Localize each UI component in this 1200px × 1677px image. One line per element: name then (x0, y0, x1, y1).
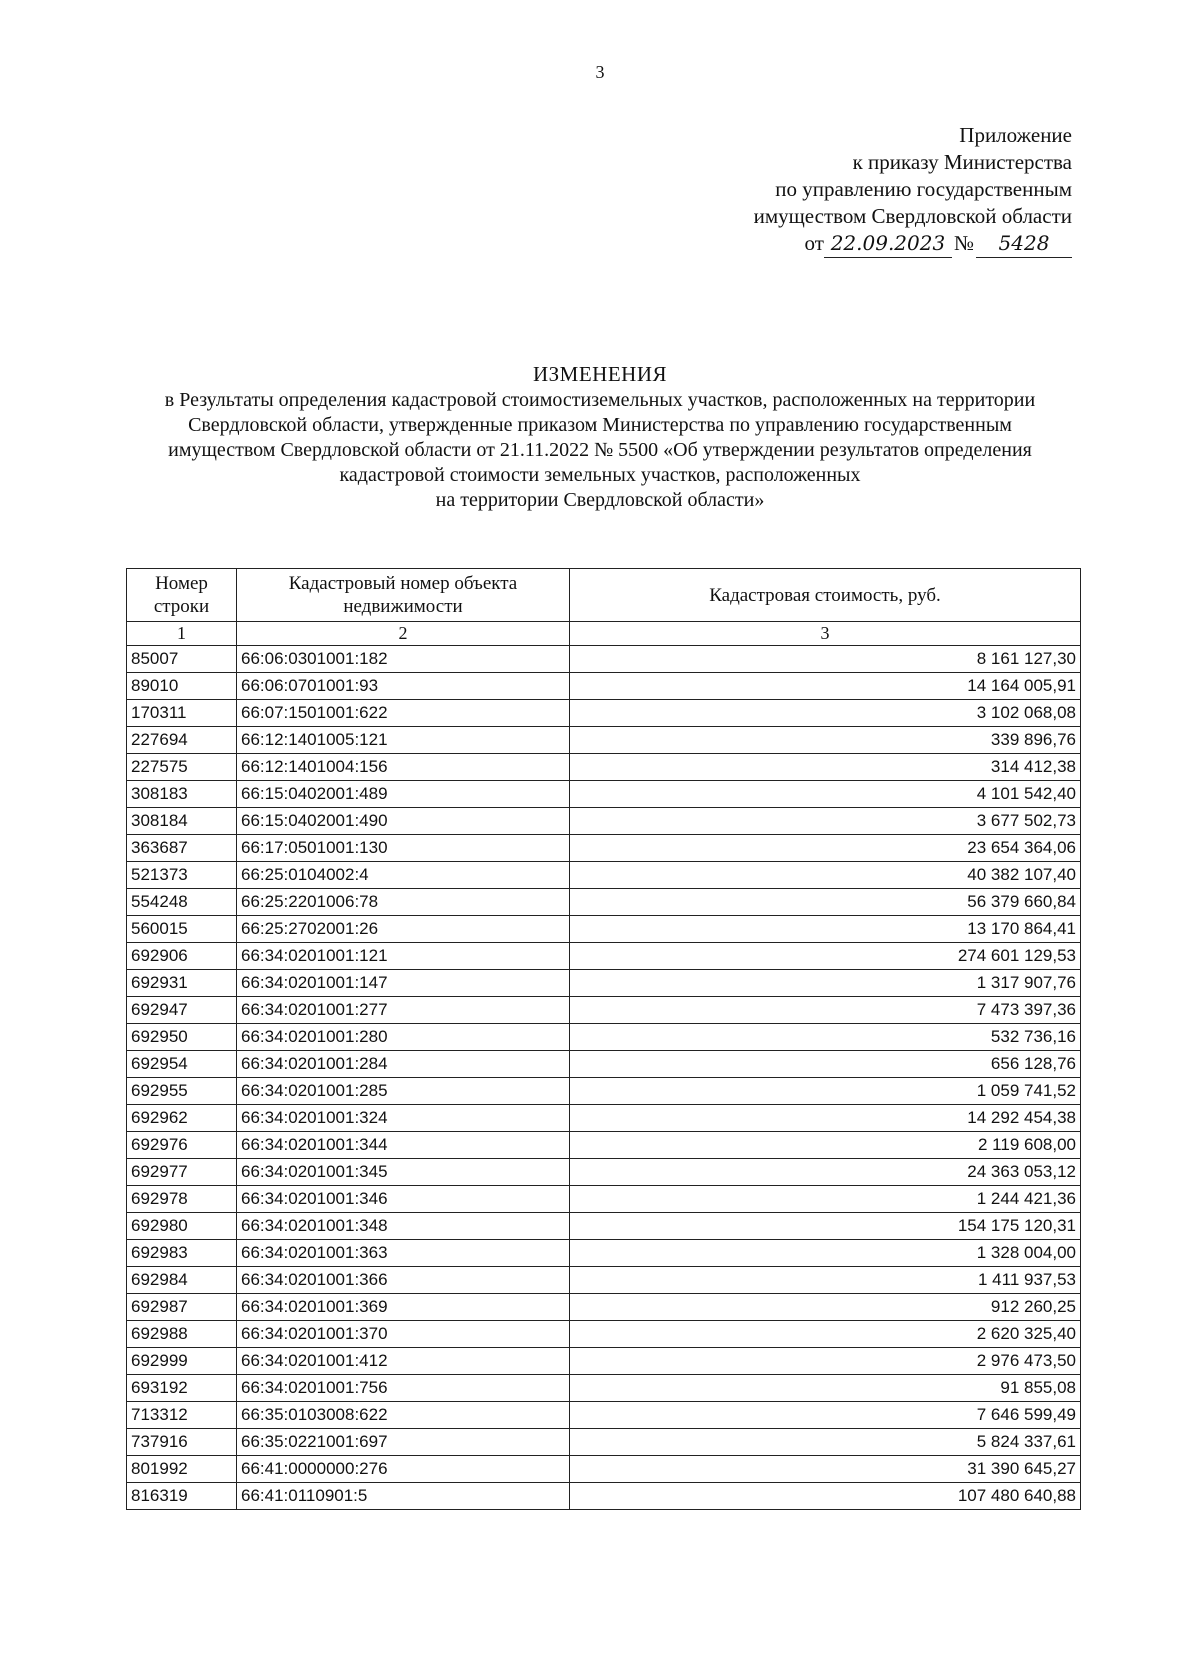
row-number-cell: 713312 (127, 1402, 237, 1429)
cadastral-number-cell: 66:34:0201001:346 (237, 1186, 570, 1213)
table-row (127, 646, 1081, 673)
cadastral-number-cell: 66:34:0201001:280 (237, 1024, 570, 1051)
row-number-cell: 170311 (127, 700, 237, 727)
table-row (127, 1375, 1081, 1402)
table-row (127, 781, 1081, 808)
cadastral-value-cell: 656 128,76 (570, 1051, 1081, 1078)
table-row (127, 673, 1081, 700)
row-number-cell: 227694 (127, 727, 237, 754)
row-number-cell: 692976 (127, 1132, 237, 1159)
cadastral-value-cell: 532 736,16 (570, 1024, 1081, 1051)
row-number-cell: 692983 (127, 1240, 237, 1267)
cadastral-value-cell: 2 620 325,40 (570, 1321, 1081, 1348)
cadastral-value-cell: 14 164 005,91 (570, 673, 1081, 700)
row-number-cell: 692947 (127, 997, 237, 1024)
order-reference (754, 230, 1072, 258)
cadastral-value-cell: 274 601 129,53 (570, 943, 1081, 970)
cadastral-value-cell: 1 317 907,76 (570, 970, 1081, 997)
table-row (127, 1078, 1081, 1105)
row-number-cell: 692962 (127, 1105, 237, 1132)
cadastral-value-cell: 23 654 364,06 (570, 835, 1081, 862)
order-prefix: от (804, 231, 824, 255)
row-number-cell: 692906 (127, 943, 237, 970)
cadastral-value-cell: 2 119 608,00 (570, 1132, 1081, 1159)
cadastral-number-cell: 66:34:0201001:369 (237, 1294, 570, 1321)
row-number-cell: 363687 (127, 835, 237, 862)
cadastral-value-cell: 154 175 120,31 (570, 1213, 1081, 1240)
table-row (127, 1429, 1081, 1456)
document-subtitle (120, 388, 1080, 513)
table-row (127, 1213, 1081, 1240)
subtitle-line: имуществом Свердловской области от 21.11.2022 № 5500 «Об утверждении результатов определения (168, 439, 1032, 461)
cadastral-value-table (126, 568, 1081, 1510)
table-row (127, 1132, 1081, 1159)
table-row (127, 754, 1081, 781)
appendix-line: Приложение (959, 123, 1072, 147)
table-row (127, 1402, 1081, 1429)
column-number: 2 (237, 622, 570, 646)
cadastral-value-cell: 3 102 068,08 (570, 700, 1081, 727)
cadastral-value-cell: 7 473 397,36 (570, 997, 1081, 1024)
table-row (127, 1267, 1081, 1294)
row-number-cell: 692980 (127, 1213, 237, 1240)
cadastral-value-cell: 3 677 502,73 (570, 808, 1081, 835)
row-number-cell: 737916 (127, 1429, 237, 1456)
header-cadastral-value: Кадастровая стоимость, руб. (570, 569, 1081, 622)
cadastral-number-cell: 66:34:0201001:277 (237, 997, 570, 1024)
table-row (127, 1456, 1081, 1483)
cadastral-number-cell: 66:41:0110901:5 (237, 1483, 570, 1510)
table-row (127, 1024, 1081, 1051)
cadastral-number-cell: 66:12:1401004:156 (237, 754, 570, 781)
cadastral-number-cell: 66:07:1501001:622 (237, 700, 570, 727)
row-number-cell: 692955 (127, 1078, 237, 1105)
row-number-cell: 801992 (127, 1456, 237, 1483)
cadastral-value-cell: 7 646 599,49 (570, 1402, 1081, 1429)
cadastral-number-cell: 66:34:0201001:370 (237, 1321, 570, 1348)
table-row (127, 943, 1081, 970)
cadastral-value-cell: 912 260,25 (570, 1294, 1081, 1321)
table-row (127, 1240, 1081, 1267)
table-row (127, 700, 1081, 727)
cadastral-value-cell: 314 412,38 (570, 754, 1081, 781)
row-number-cell: 693192 (127, 1375, 237, 1402)
table-row (127, 1483, 1081, 1510)
table-row (127, 970, 1081, 997)
cadastral-number-cell: 66:34:0201001:756 (237, 1375, 570, 1402)
row-number-cell: 227575 (127, 754, 237, 781)
table-row (127, 808, 1081, 835)
appendix-block (754, 122, 1072, 258)
cadastral-value-cell: 107 480 640,88 (570, 1483, 1081, 1510)
column-number: 3 (570, 622, 1081, 646)
column-number-row (127, 622, 1081, 646)
cadastral-number-cell: 66:34:0201001:412 (237, 1348, 570, 1375)
table-row (127, 1321, 1081, 1348)
table-row (127, 1105, 1081, 1132)
row-number-cell: 308183 (127, 781, 237, 808)
row-number-cell: 692978 (127, 1186, 237, 1213)
cadastral-value-cell: 1 411 937,53 (570, 1267, 1081, 1294)
row-number-cell: 692999 (127, 1348, 237, 1375)
cadastral-number-cell: 66:06:0701001:93 (237, 673, 570, 700)
document-title: ИЗМЕНЕНИЯ (532, 362, 668, 386)
appendix-line: по управлению государственным (775, 177, 1072, 201)
cadastral-value-cell: 339 896,76 (570, 727, 1081, 754)
table-row (127, 1159, 1081, 1186)
table-row (127, 1051, 1081, 1078)
cadastral-value-cell: 56 379 660,84 (570, 889, 1081, 916)
column-number: 1 (127, 622, 237, 646)
page-number: 3 (595, 62, 605, 82)
cadastral-value-cell: 13 170 864,41 (570, 916, 1081, 943)
cadastral-number-cell: 66:34:0201001:348 (237, 1213, 570, 1240)
row-number-cell: 692977 (127, 1159, 237, 1186)
cadastral-number-cell: 66:25:2201006:78 (237, 889, 570, 916)
subtitle-line: на территории Свердловской области» (435, 489, 765, 511)
row-number-cell: 560015 (127, 916, 237, 943)
cadastral-value-cell: 24 363 053,12 (570, 1159, 1081, 1186)
header-cadastral-number: Кадастровый номер объекта недвижимости (237, 569, 570, 622)
appendix-line: имуществом Свердловской области (753, 204, 1072, 228)
cadastral-table-container (126, 568, 1081, 1510)
cadastral-value-cell: 14 292 454,38 (570, 1105, 1081, 1132)
cadastral-number-cell: 66:34:0201001:344 (237, 1132, 570, 1159)
cadastral-number-cell: 66:34:0201001:285 (237, 1078, 570, 1105)
row-number-cell: 816319 (127, 1483, 237, 1510)
cadastral-number-cell: 66:41:0000000:276 (237, 1456, 570, 1483)
cadastral-number-cell: 66:15:0402001:490 (237, 808, 570, 835)
row-number-cell: 692931 (127, 970, 237, 997)
table-row (127, 862, 1081, 889)
cadastral-number-cell: 66:34:0201001:366 (237, 1267, 570, 1294)
row-number-cell: 308184 (127, 808, 237, 835)
table-row (127, 916, 1081, 943)
cadastral-value-cell: 40 382 107,40 (570, 862, 1081, 889)
row-number-cell: 521373 (127, 862, 237, 889)
order-number-handwritten: 5428 (976, 230, 1072, 258)
appendix-line: к приказу Министерства (852, 150, 1072, 174)
cadastral-number-cell: 66:35:0103008:622 (237, 1402, 570, 1429)
cadastral-value-cell: 1 328 004,00 (570, 1240, 1081, 1267)
row-number-cell: 692984 (127, 1267, 237, 1294)
row-number-cell: 692988 (127, 1321, 237, 1348)
cadastral-number-cell: 66:34:0201001:363 (237, 1240, 570, 1267)
cadastral-number-cell: 66:34:0201001:121 (237, 943, 570, 970)
cadastral-value-cell: 2 976 473,50 (570, 1348, 1081, 1375)
row-number-cell: 85007 (127, 646, 237, 673)
cadastral-value-cell: 5 824 337,61 (570, 1429, 1081, 1456)
table-row (127, 727, 1081, 754)
cadastral-number-cell: 66:34:0201001:345 (237, 1159, 570, 1186)
cadastral-value-cell: 1 244 421,36 (570, 1186, 1081, 1213)
subtitle-line: в Результаты определения кадастровой стоимостиземельных участков, расположенных на территории (164, 389, 1036, 411)
order-number-sign: № (953, 231, 974, 255)
table-row (127, 1186, 1081, 1213)
table-row (127, 889, 1081, 916)
row-number-cell: 554248 (127, 889, 237, 916)
cadastral-value-cell: 1 059 741,52 (570, 1078, 1081, 1105)
cadastral-number-cell: 66:34:0201001:147 (237, 970, 570, 997)
row-number-cell: 692954 (127, 1051, 237, 1078)
cadastral-number-cell: 66:34:0201001:324 (237, 1105, 570, 1132)
cadastral-value-cell: 4 101 542,40 (570, 781, 1081, 808)
row-number-cell: 692950 (127, 1024, 237, 1051)
cadastral-number-cell: 66:15:0402001:489 (237, 781, 570, 808)
cadastral-number-cell: 66:25:2702001:26 (237, 916, 570, 943)
table-row (127, 1348, 1081, 1375)
table-row (127, 835, 1081, 862)
cadastral-number-cell: 66:06:0301001:182 (237, 646, 570, 673)
order-date-handwritten: 22.09.2023 (824, 230, 952, 258)
header-row-number: Номер строки (127, 569, 237, 622)
row-number-cell: 692987 (127, 1294, 237, 1321)
cadastral-number-cell: 66:34:0201001:284 (237, 1051, 570, 1078)
cadastral-number-cell: 66:25:0104002:4 (237, 862, 570, 889)
subtitle-line: Свердловской области, утвержденные приказом Министерства по управлению государственным (188, 414, 1012, 436)
table-row (127, 1294, 1081, 1321)
cadastral-number-cell: 66:35:0221001:697 (237, 1429, 570, 1456)
table-row (127, 997, 1081, 1024)
cadastral-number-cell: 66:17:0501001:130 (237, 835, 570, 862)
cadastral-value-cell: 8 161 127,30 (570, 646, 1081, 673)
cadastral-number-cell: 66:12:1401005:121 (237, 727, 570, 754)
cadastral-value-cell: 91 855,08 (570, 1375, 1081, 1402)
subtitle-line: кадастровой стоимости земельных участков, расположенных (339, 464, 861, 486)
row-number-cell: 89010 (127, 673, 237, 700)
cadastral-value-cell: 31 390 645,27 (570, 1456, 1081, 1483)
